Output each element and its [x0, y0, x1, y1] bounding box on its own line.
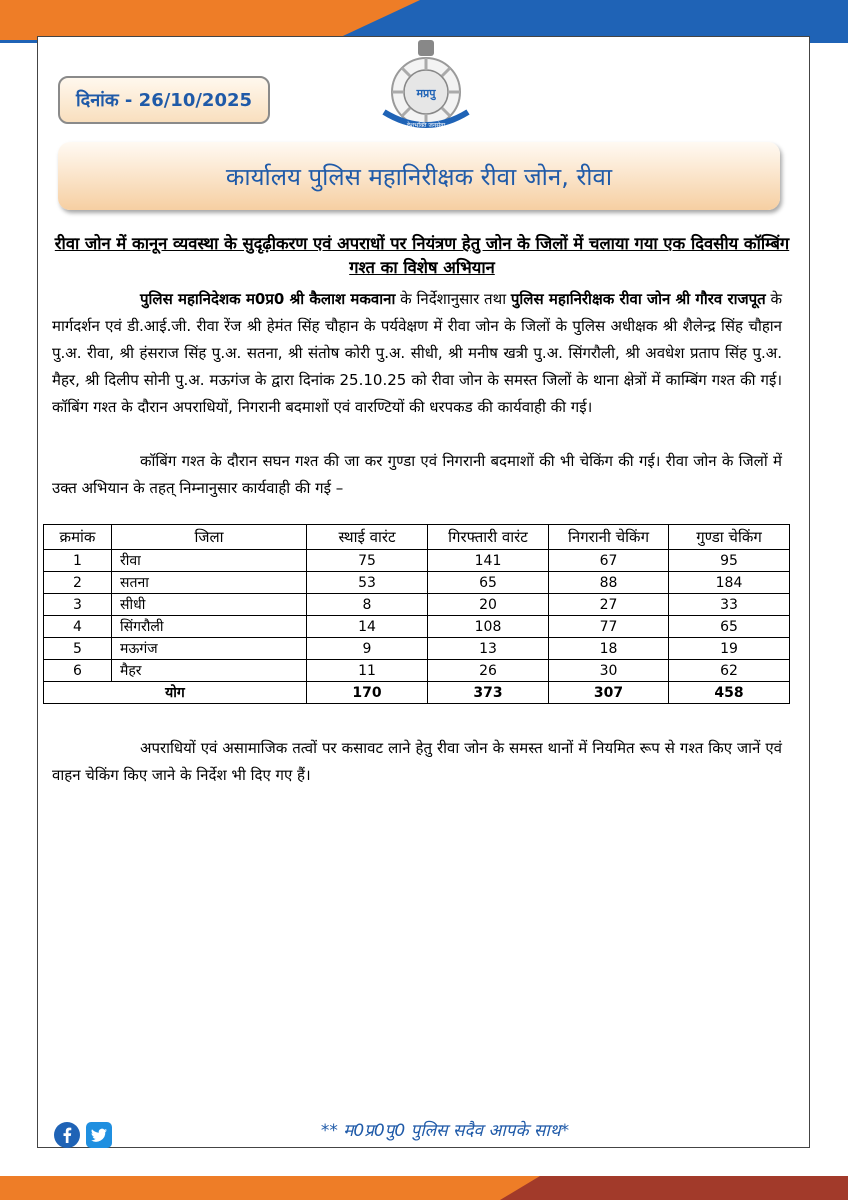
paragraph-instructions: अपराधियों एवं असामाजिक तत्वों पर कसावट लाने हेतु रीवा जोन के समस्त थानों में नियमित रूप से गश्त किए जानें एवं वाहन चेकिंग किए जाने के निर्देश भी दिए गए हैं।: [52, 739, 782, 784]
table-cell: 13: [428, 638, 549, 660]
social-links: [52, 1120, 114, 1150]
column-header: जिला: [112, 525, 307, 550]
emblem-motto: देशभक्ति जनसेवा: [406, 122, 446, 129]
bottom-banner-accent: [500, 1176, 848, 1200]
table-cell: 53: [307, 572, 428, 594]
table-cell: 19: [669, 638, 790, 660]
facebook-icon[interactable]: [52, 1120, 82, 1150]
table-row: [44, 616, 790, 638]
table-cell: 20: [428, 594, 549, 616]
footer-tagline: ** म0प्र0पु0 पुलिस सदैव आपके साथ*: [320, 1121, 570, 1141]
office-title-box: [58, 142, 780, 210]
table-cell: 65: [669, 616, 790, 638]
table-cell: 18: [549, 638, 669, 660]
press-release-heading: रीवा जोन में कानून व्यवस्था के सुदृढ़ीकरण एवं अपराधों पर नियंत्रण हेतु जोन के जिलों में चलाया गया एक दिवसीय कॉम्बिंग गश्त का विशेष अभियान: [54, 234, 790, 277]
table-row: [44, 550, 790, 572]
table-cell: 6: [44, 660, 112, 682]
dgp-name: पुलिस महानिदेशक म0प्र0 श्री कैलाश मकवाना: [140, 290, 396, 308]
column-header: गुण्डा चेकिंग: [669, 525, 790, 550]
table-cell: 88: [549, 572, 669, 594]
table-cell: सीधी: [112, 594, 307, 616]
table-cell: 65: [428, 572, 549, 594]
table-cell: 75: [307, 550, 428, 572]
table-cell: 170: [307, 682, 428, 704]
paragraph-text: के मार्गदर्शन एवं डी.आई.जी. रीवा रेंज श्री हेमंत सिंह चौहान के पर्यवेक्षण में रीवा जोन के जिलों के पुलिस अधीक्षक श्री शैलेन्द्र सिंह चौहान पु.अ. रीवा, श्री हंसराज सिंह पु.अ. सतना, श्री संतोष कोरी पु.अ. सीधी, श्री मनीष खत्री पु.अ. सिंगरौली, श्री अवधेश प्रताप सिंह पु.अ. मैहर, श्री दिलीप सोनी पु.अ. मऊगंज के द्वारा दिनांक 25.10.25 को रीवा जोन के समस्त जिलों के थाना क्षेत्रों में काम्बिंग गश्त की गई। कॉबिंग गश्त के दौरान अपराधियों, निगरानी बदमाशों एवं वारण्टियों की धरपकड की कार्यवाही की गई।: [52, 290, 783, 416]
table-cell: 373: [428, 682, 549, 704]
column-header: गिरफ्तारी वारंट: [428, 525, 549, 550]
ig-name: पुलिस महानिरीक्षक रीवा जोन श्री गौरव राजपूत: [510, 290, 766, 308]
table-cell: 108: [428, 616, 549, 638]
date-badge: [58, 76, 270, 124]
paragraph-directions: [52, 286, 782, 421]
table-cell: 77: [549, 616, 669, 638]
table-cell: 5: [44, 638, 112, 660]
paragraph-checking: कॉबिंग गश्त के दौरान सघन गश्त की जा कर गुण्डा एवं निगरानी बदमाशों की भी चेकिंग की गई। रीवा जोन के जिलों में उक्त अभियान के तहत् निम्नानुसार कार्यवाही की गई –: [52, 452, 782, 497]
office-title: कार्यालय पुलिस महानिरीक्षक रीवा जोन, रीवा: [225, 162, 613, 191]
table-cell: 26: [428, 660, 549, 682]
table-cell: 14: [307, 616, 428, 638]
table-cell: सिंगरौली: [112, 616, 307, 638]
table-cell: 62: [669, 660, 790, 682]
table-total-row: [44, 682, 790, 704]
emblem-text: मप्रपु: [416, 87, 436, 100]
table-cell: 141: [428, 550, 549, 572]
table-cell: 4: [44, 616, 112, 638]
table-cell: रीवा: [112, 550, 307, 572]
table-cell: 307: [549, 682, 669, 704]
total-label: योग: [44, 682, 307, 704]
table-cell: 67: [549, 550, 669, 572]
table-cell: 30: [549, 660, 669, 682]
table-header-row: [44, 525, 790, 550]
column-header: निगरानी चेकिंग: [549, 525, 669, 550]
table-cell: मऊगंज: [112, 638, 307, 660]
column-header: क्रमांक: [44, 525, 112, 550]
table-row: [44, 572, 790, 594]
table-row: [44, 638, 790, 660]
table-cell: 95: [669, 550, 790, 572]
action-summary-table: [43, 524, 790, 704]
table-cell: 8: [307, 594, 428, 616]
paragraph-text: के निर्देशानुसार तथा: [395, 290, 511, 308]
table-cell: 9: [307, 638, 428, 660]
date-label: दिनांक - 26/10/2025: [75, 90, 253, 111]
table-cell: सतना: [112, 572, 307, 594]
table-cell: 2: [44, 572, 112, 594]
table-cell: 458: [669, 682, 790, 704]
table-cell: 27: [549, 594, 669, 616]
table-cell: 1: [44, 550, 112, 572]
table-cell: 3: [44, 594, 112, 616]
table-row: [44, 660, 790, 682]
table-row: [44, 594, 790, 616]
table-cell: 184: [669, 572, 790, 594]
twitter-icon[interactable]: [84, 1120, 114, 1150]
table-cell: मैहर: [112, 660, 307, 682]
column-header: स्थाई वारंट: [307, 525, 428, 550]
table-cell: 33: [669, 594, 790, 616]
table-cell: 11: [307, 660, 428, 682]
police-emblem-logo: [370, 34, 482, 134]
